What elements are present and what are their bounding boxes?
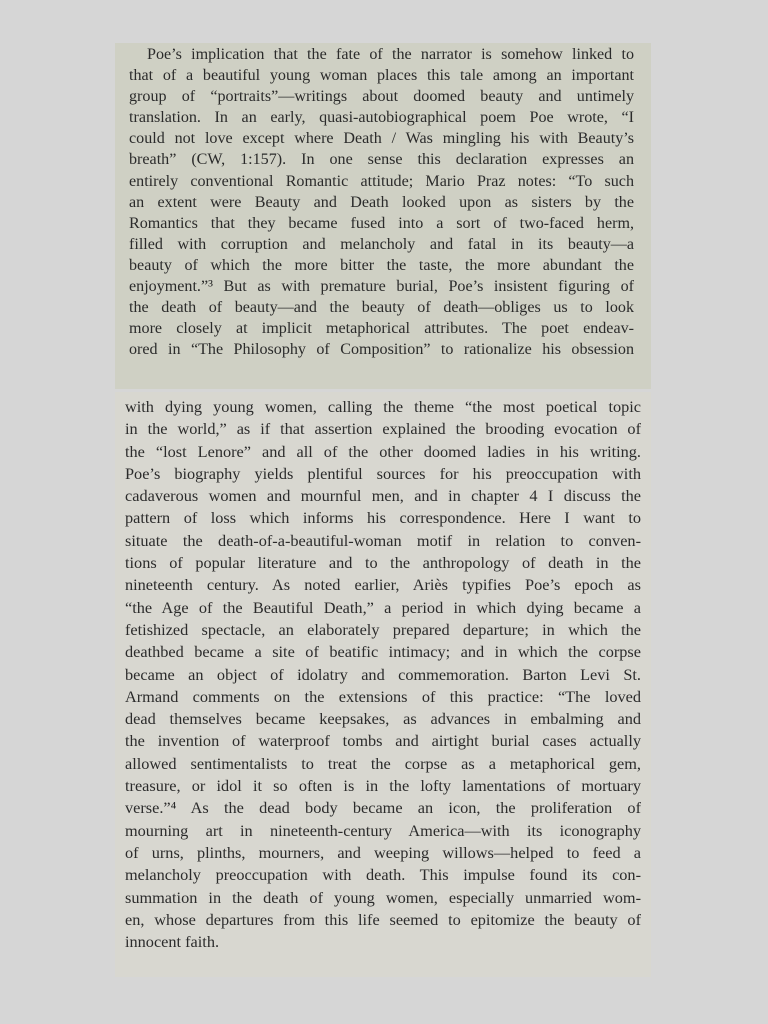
text-line: situate the death-of-a-beautiful-woman motif in relation to conven- xyxy=(125,530,641,550)
text-line: entirely conventional Romantic attitude; Mario Praz notes: “To such xyxy=(129,172,634,190)
text-line: filled with corruption and melancholy and fatal in its beauty—a xyxy=(129,235,634,253)
text-line: ored in “The Philosophy of Composition” to rationalize his obsession xyxy=(129,341,634,359)
text-line: enjoyment.”³ But as with premature burial, Poe’s insistent figuring of xyxy=(129,278,634,296)
text-line: that of a beautiful young woman places this tale among an important xyxy=(129,67,634,85)
text-line: breath” (CW, 1:157). In one sense this declaration expresses an xyxy=(129,151,634,169)
text-line: Poe’s biography yields plentiful sources for his preoccupation with xyxy=(125,463,641,483)
text-line: summation in the death of young women, especially unmarried wom- xyxy=(125,887,641,907)
text-line: cadaverous women and mournful men, and in chapter 4 I discuss the xyxy=(125,486,641,506)
text-line: the invention of waterproof tombs and airtight burial cases actually xyxy=(125,731,641,751)
text-line: Romantics that they became fused into a sort of two-faced herm, xyxy=(129,214,634,232)
text-line: translation. In an early, quasi-autobiographical poem Poe wrote, “I xyxy=(129,109,634,127)
text-line: mourning art in nineteenth-century America—with its iconography xyxy=(125,820,641,840)
text-line: in the world,” as if that assertion explained the brooding evocation of xyxy=(125,419,641,439)
text-line: pattern of loss which informs his correspondence. Here I want to xyxy=(125,508,641,528)
text-line: en, whose departures from this life seemed to epitomize the beauty of xyxy=(125,909,641,929)
text-line: deathbed became a site of beatific intimacy; and in which the corpse xyxy=(125,642,641,662)
text-line: could not love except where Death / Was mingling his with Beauty’s xyxy=(129,130,634,148)
text-line: treasure, or idol it so often is in the lofty lamentations of mortuary xyxy=(125,776,641,796)
text-line: innocent faith. xyxy=(125,932,220,952)
text-line: Poe’s implication that the fate of the narrator is somehow linked to xyxy=(147,46,634,63)
text-line: more closely at implicit metaphorical attributes. The poet endeav- xyxy=(129,320,634,338)
text-line: with dying young women, calling the theme “the most poetical topic xyxy=(125,397,641,416)
text-line: “the Age of the Beautiful Death,” a period in which dying became a xyxy=(125,597,641,617)
text-line: the death of beauty—and the beauty of death—obliges us to look xyxy=(129,299,634,317)
text-line: an extent were Beauty and Death looked upon as sisters by the xyxy=(129,193,634,211)
text-line: the “lost Lenore” and all of the other doomed ladies in his writing. xyxy=(125,441,641,461)
text-line: allowed sentimentalists to treat the corpse as a metaphorical gem, xyxy=(125,753,641,773)
text-line: verse.”⁴ As the dead body became an icon, the proliferation of xyxy=(125,798,641,818)
text-line: dead themselves became keepsakes, as advances in embalming and xyxy=(125,709,641,729)
text-line: tions of popular literature and to the anthropology of death in the xyxy=(125,553,641,573)
text-line: beauty of which the more bitter the taste, the more abundant the xyxy=(129,256,634,274)
text-line: fetishized spectacle, an elaborately prepared departure; in which the xyxy=(125,619,641,639)
text-line: group of “portraits”—writings about doomed beauty and untimely xyxy=(129,88,634,106)
text-line: of urns, plinths, mourners, and weeping willows—helped to feed a xyxy=(125,842,641,862)
text-line: became an object of idolatry and commemoration. Barton Levi St. xyxy=(125,664,641,684)
text-line: Armand comments on the extensions of this practice: “The loved xyxy=(125,686,641,706)
text-line: melancholy preoccupation with death. This impulse found its con- xyxy=(125,865,641,885)
excerpt-top xyxy=(115,43,651,389)
excerpt-bottom xyxy=(115,392,651,977)
text-line: nineteenth century. As noted earlier, Ariès typifies Poe’s epoch as xyxy=(125,575,641,595)
